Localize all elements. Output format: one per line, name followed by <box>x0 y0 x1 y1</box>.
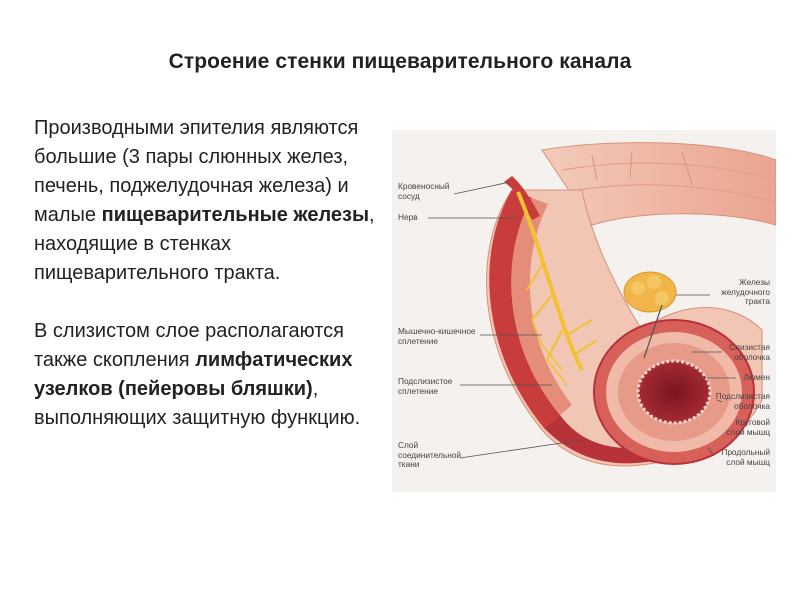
p2-bold-term: лимфатических узелков (пейеровы бляшки) <box>34 349 353 400</box>
paragraph-glands <box>34 114 386 288</box>
lumen-shape <box>638 361 710 423</box>
label-nerve: Нерв <box>398 212 418 222</box>
label-mucosa: Слизистая оболочка <box>729 342 770 362</box>
paragraph-lymph <box>34 317 386 433</box>
label-connective-tissue: Слой соединительной ткани <box>398 440 462 469</box>
p1-text-b: , находящие в стенках пищеварительного тракта. <box>34 204 375 284</box>
label-lumen: Люмен <box>743 372 770 382</box>
p1-bold-term: пищеварительные железы <box>101 204 370 226</box>
slide-title: Строение стенки пищеварительного канала <box>168 50 632 73</box>
label-blood-vessel: Кровеносный сосуд <box>398 181 450 201</box>
label-gastric-glands: Железы желудочного тракта <box>721 277 770 306</box>
label-longitudinal-muscle: Продольный слой мышц <box>721 447 770 467</box>
p2-text-a: В слизистом слое располагаются также скопления <box>34 320 344 371</box>
p1-text-a: Производными эпителия являются большие (3 пары слюнных желез, печень, поджелудочная железа) и малые <box>34 117 359 226</box>
label-submucosa: Подслизистая оболочка <box>715 391 770 411</box>
p2-text-b: , выполняющих защитную функцию. <box>34 378 361 429</box>
label-circular-muscle: Круговой слой мышц <box>726 417 770 437</box>
label-myenteric-plexus: Мышечно-кишечное сплетение <box>398 326 476 346</box>
label-submucosal-plexus: Подслизистое сплетение <box>398 376 453 396</box>
body-text <box>34 114 386 433</box>
digestive-wall-illustration <box>392 130 776 492</box>
